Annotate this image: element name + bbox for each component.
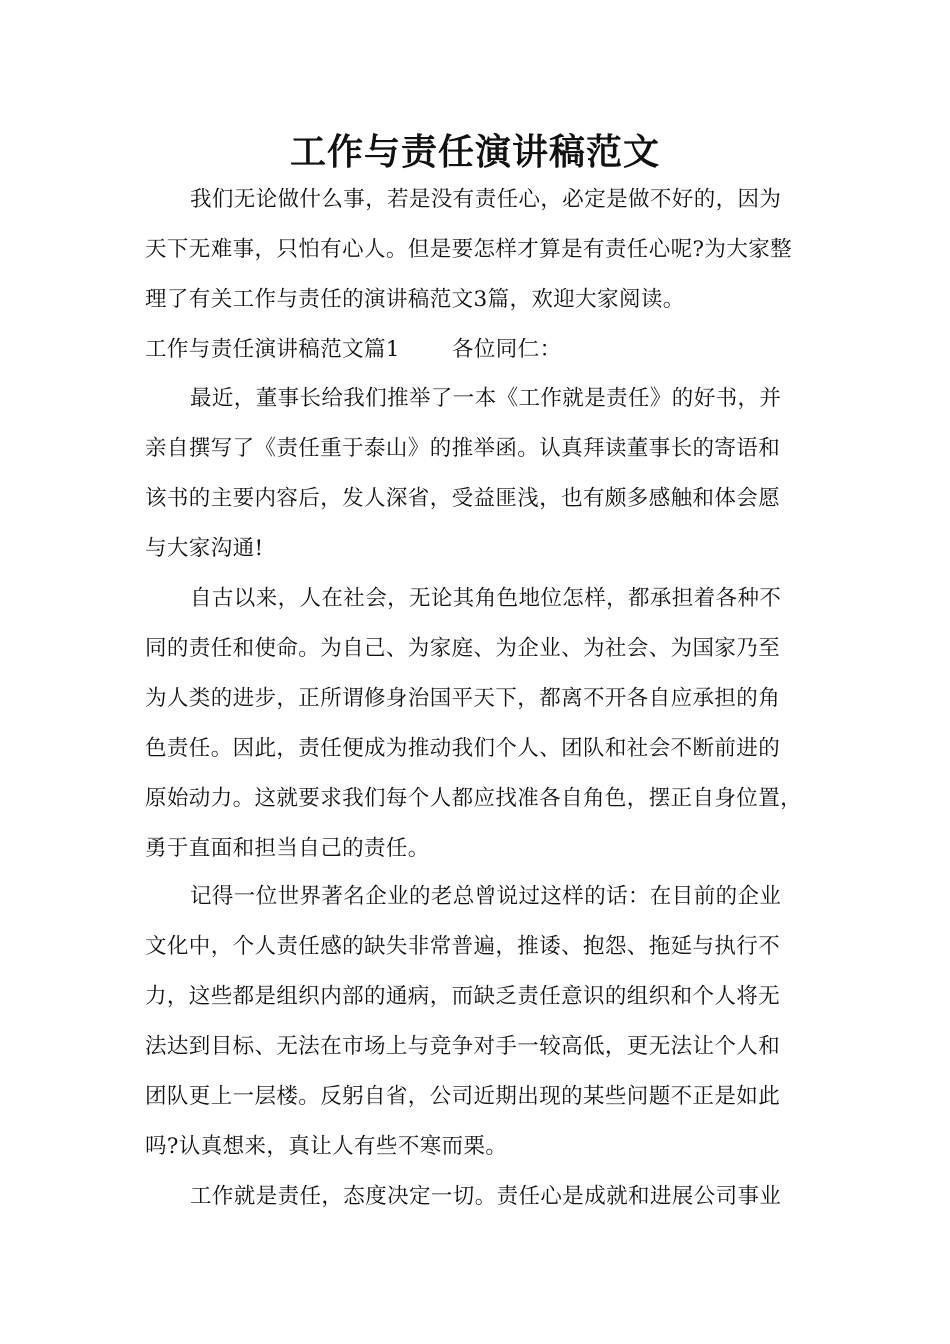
paragraph-line: 同的责任和使命。为自己、为家庭、为企业、为社会、为国家乃至 bbox=[145, 636, 781, 661]
paragraph-line: 与大家沟通! bbox=[145, 536, 264, 561]
document-title: 工作与责任演讲稿范文 bbox=[289, 131, 660, 173]
paragraph-line: 天下无难事，只怕有心人。但是要怎样才算是有责任心呢?为大家整 bbox=[145, 237, 793, 262]
paragraph-line: 我们无论做什么事，若是没有责任心，必定是做不好的，因为 bbox=[190, 187, 782, 212]
paragraph-line: 理了有关工作与责任的演讲稿范文3篇，欢迎大家阅读。 bbox=[145, 287, 685, 312]
paragraph-line: 工作就是责任，态度决定一切。责任心是成就和进展公司事业 bbox=[190, 1184, 782, 1209]
paragraph-line: 最近，董事长给我们推举了一本《工作就是责任》的好书，并 bbox=[190, 386, 782, 411]
paragraph-line: 记得一位世界著名企业的老总曾说过这样的话：在目前的企业 bbox=[190, 884, 782, 909]
paragraph-line: 团队更上一层楼。反躬自省，公司近期出现的某些问题不正是如此 bbox=[145, 1084, 781, 1109]
paragraph-line: 法达到目标、无法在市场上与竞争对手一较高低，更无法让个人和 bbox=[145, 1034, 781, 1059]
paragraph-line: 文化中，个人责任感的缺失非常普遍，推诿、抱怨、拖延与执行不 bbox=[145, 934, 781, 959]
paragraph-line: 亲自撰写了《责任重于泰山》的推举函。认真拜读董事长的寄语和 bbox=[145, 436, 781, 461]
salutation: 各位同仁： bbox=[451, 337, 562, 362]
paragraph-line: 原始动力。这就要求我们每个人都应找准各自角色，摆正自身位置， bbox=[145, 786, 803, 811]
section-heading-line bbox=[145, 335, 562, 365]
paragraph-line: 力，这些都是组织内部的通病，而缺乏责任意识的组织和个人将无 bbox=[145, 984, 781, 1009]
section-heading: 工作与责任演讲稿范文篇1 bbox=[145, 337, 400, 362]
paragraph-line: 自古以来，人在社会，无论其角色地位怎样，都承担着各种不 bbox=[190, 586, 782, 611]
paragraph-line: 色责任。因此，责任便成为推动我们个人、团队和社会不断前进的 bbox=[145, 736, 781, 761]
paragraph-line: 为人类的进步，正所谓修身治国平天下，都离不开各自应承担的角 bbox=[145, 686, 781, 711]
paragraph-line: 勇于直面和担当自己的责任。 bbox=[145, 836, 430, 861]
paragraph-line: 该书的主要内容后，发人深省，受益匪浅，也有颇多感触和体会愿 bbox=[145, 486, 781, 511]
paragraph-line: 吗?认真想来，真让人有些不寒而栗。 bbox=[145, 1134, 508, 1159]
